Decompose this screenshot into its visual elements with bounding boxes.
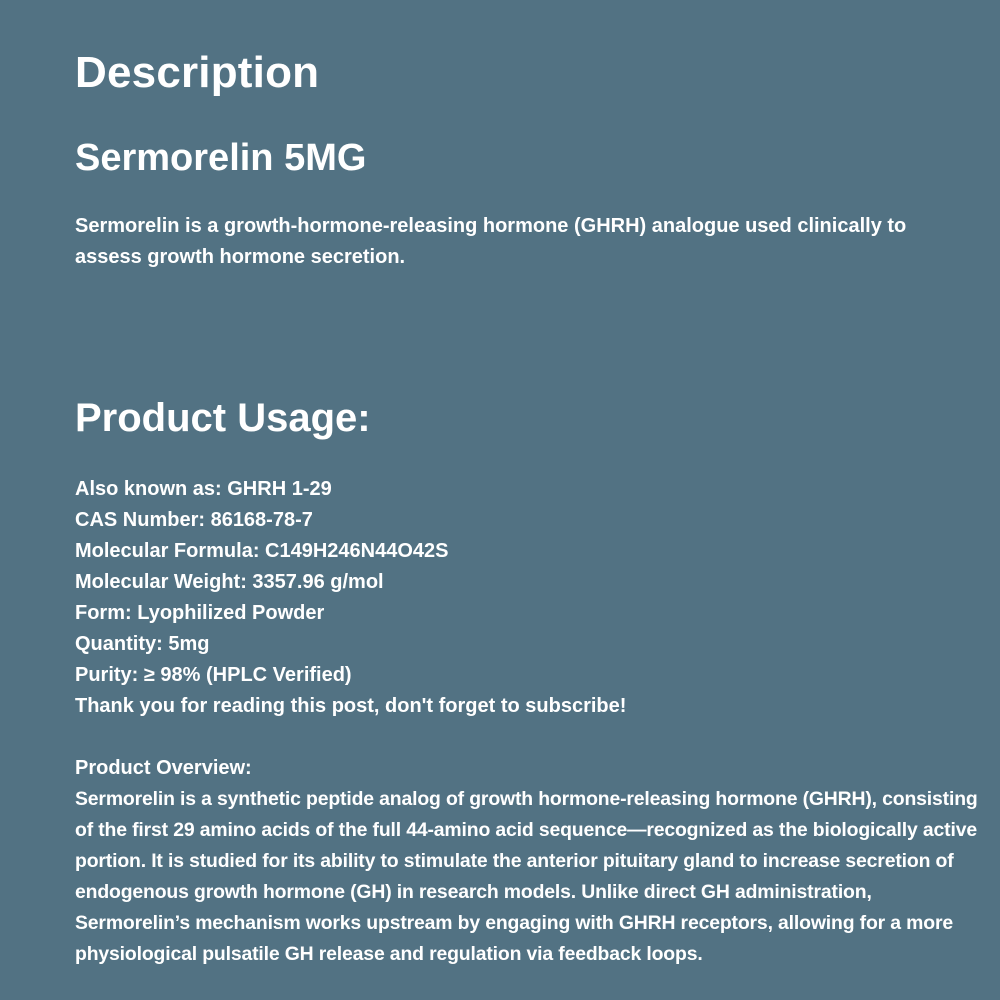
spec-quantity: Quantity: 5mg [75, 633, 210, 655]
spec-aka: Also known as: GHRH 1-29 [75, 478, 332, 500]
spec-form: Form: Lyophilized Powder [75, 602, 325, 624]
spec-cas-number: CAS Number: 86168-78-7 [75, 509, 313, 531]
overview-text: Sermorelin is a synthetic peptide analog of growth hormone-releasing hormone (GHRH), consisting of the first 29 amino acids of the full 44-amino acid sequence—recognized as the biologically active portion. It is studied for its ability to stimulate the anterior pituitary gland to increase secretion of endogenous growth hormone (GH) in research models. Unlike direct GH administration, Sermorelin’s mechanism works upstream by engaging with GHRH receptors, allowing for a more physiological pulsatile GH release and regulation via feedback loops. [75, 788, 978, 965]
product-title: Sermorelin 5MG [75, 137, 367, 179]
section-title: Description [75, 48, 320, 97]
spec-molecular-formula: Molecular Formula: C149H246N44O42S [75, 540, 449, 562]
spec-list [75, 474, 980, 722]
overview-label: Product Overview: [75, 757, 252, 779]
spec-molecular-weight: Molecular Weight: 3357.96 g/mol [75, 571, 384, 593]
usage-title: Product Usage: [75, 396, 371, 440]
spec-purity: Purity: ≥ 98% (HPLC Verified) [75, 664, 352, 686]
description-panel [75, 0, 980, 1000]
subscribe-note: Thank you for reading this post, don't forget to subscribe! [75, 695, 627, 717]
product-intro: Sermorelin is a growth-hormone-releasing hormone (GHRH) analogue used clinically to assess growth hormone secretion. [75, 215, 907, 268]
